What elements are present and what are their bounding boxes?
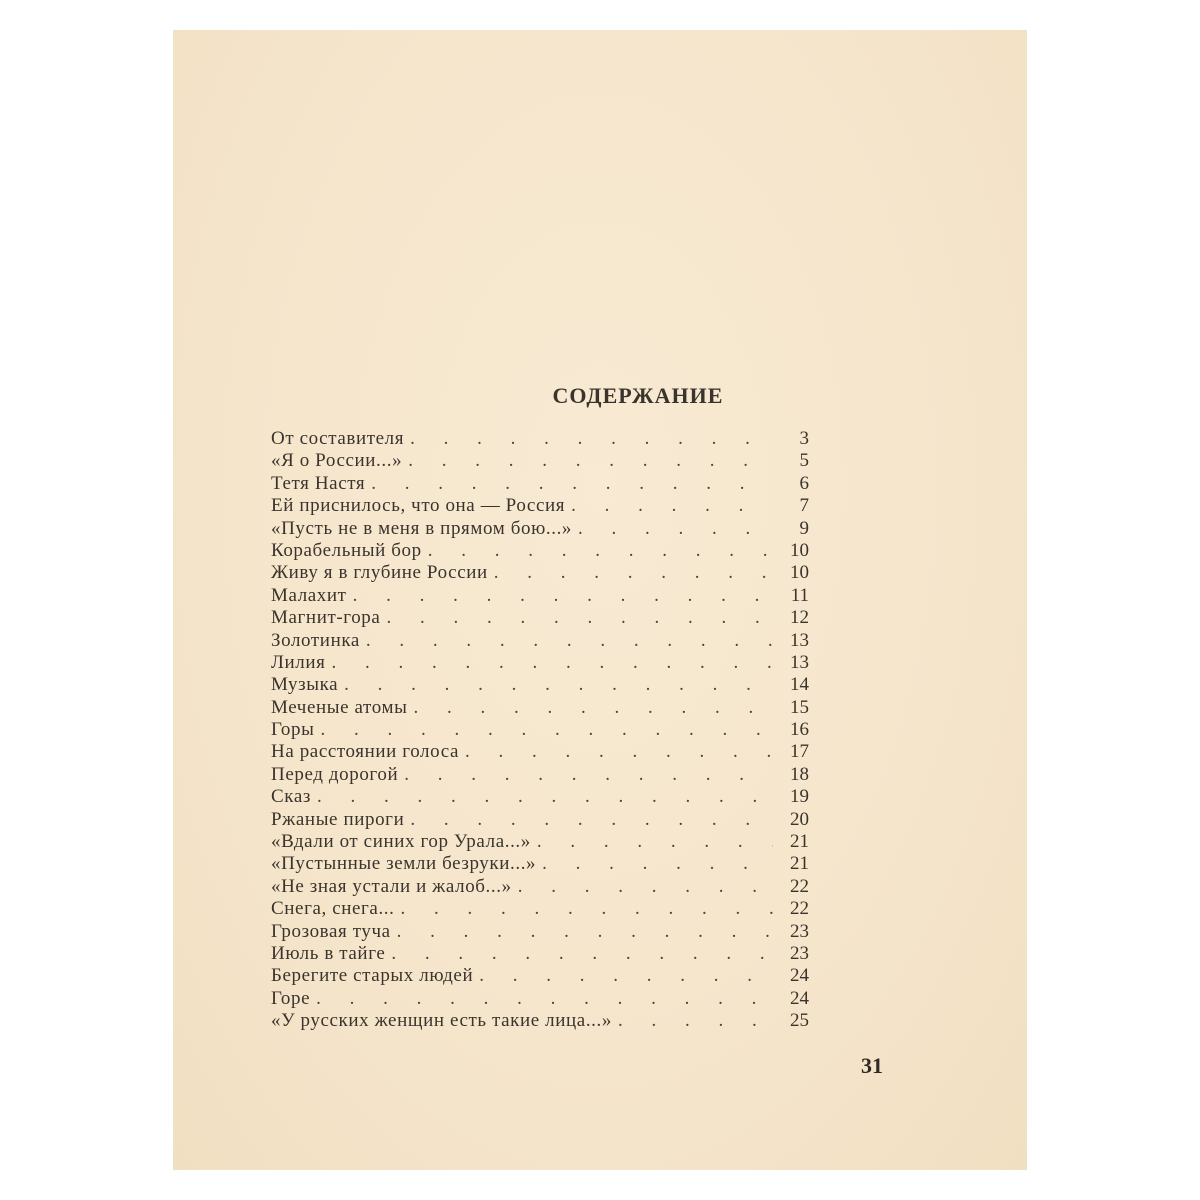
- toc-entry-page: 9: [799, 517, 809, 539]
- dot-leader: [320, 719, 773, 741]
- dot-leader: [410, 809, 773, 831]
- toc-entry-page: 21: [790, 853, 809, 875]
- dot-leader: [404, 764, 773, 786]
- toc-entry: [271, 674, 809, 696]
- toc-entry-page: 15: [790, 696, 809, 718]
- toc-heading-text: СОДЕРЖАНИЕ: [552, 383, 724, 408]
- toc-entry: [271, 921, 809, 943]
- toc-entry: [271, 1010, 809, 1032]
- toc-entry-page: 18: [790, 763, 809, 785]
- toc-entry: [271, 540, 809, 562]
- toc-entry: [271, 495, 809, 517]
- toc-heading: [173, 383, 1027, 409]
- toc-entry-page: 5: [799, 450, 809, 472]
- book-page: [173, 30, 1027, 1170]
- toc-entry: [271, 562, 809, 584]
- toc-entry-page: 20: [790, 808, 809, 830]
- toc-entry-title: Сказ: [271, 786, 311, 808]
- dot-leader: [578, 518, 773, 540]
- toc-entry: [271, 719, 809, 741]
- toc-entry-title: «У русских женщин есть такие лица...»: [271, 1010, 612, 1032]
- toc-entry: [271, 786, 809, 808]
- toc-entry-title: Ей приснилось, что она — Россия: [271, 495, 566, 517]
- toc-entry-title: «Пустынные земли безруки...»: [271, 853, 537, 875]
- toc-entry: [271, 898, 809, 920]
- toc-entry-page: 22: [790, 898, 809, 920]
- dot-leader: [366, 630, 773, 652]
- toc-entry-page: 23: [790, 942, 809, 964]
- toc-entry-page: 21: [790, 831, 809, 853]
- toc-entry-title: Перед дорогой: [271, 763, 399, 785]
- dot-leader: [371, 473, 773, 495]
- toc-entry: [271, 988, 809, 1010]
- toc-entry-page: 17: [790, 741, 809, 763]
- toc-entry-page: 24: [790, 987, 809, 1009]
- dot-leader: [316, 988, 773, 1010]
- toc-entry-title: Ржаные пироги: [271, 808, 405, 830]
- toc-entry: [271, 831, 809, 853]
- toc-entry: [271, 585, 809, 607]
- toc-entry: [271, 652, 809, 674]
- dot-leader: [391, 943, 773, 965]
- toc-entry-page: 12: [790, 607, 809, 629]
- toc-entry: [271, 450, 809, 472]
- toc-entry: [271, 764, 809, 786]
- dot-leader: [317, 786, 773, 808]
- toc-entry-title: Снега, снега...: [271, 898, 395, 920]
- toc-entry-title: От составителя: [271, 428, 405, 449]
- toc-entry-page: 10: [790, 562, 809, 584]
- dot-leader: [397, 921, 773, 943]
- toc-entry-title: Меченые атомы: [271, 696, 408, 718]
- page-number: 31: [861, 1053, 883, 1078]
- toc-entry-page: 10: [790, 539, 809, 561]
- toc-entry-page: 19: [790, 786, 809, 808]
- toc-entry-page: 25: [790, 1010, 809, 1032]
- toc-entry-page: 13: [790, 629, 809, 651]
- dot-leader: [408, 450, 773, 472]
- toc-entry-title: «Пусть не в меня в прямом бою...»: [271, 517, 573, 539]
- toc-entry-page: 24: [790, 965, 809, 987]
- dot-leader: [428, 540, 773, 562]
- toc-entry: [271, 965, 809, 987]
- toc-entry-title: Июль в тайге: [271, 942, 386, 964]
- toc-entry: [271, 809, 809, 831]
- toc-entry-title: «Я о России...»: [271, 450, 403, 472]
- toc-entry: [271, 853, 809, 875]
- dot-leader: [479, 965, 773, 987]
- toc-entry-title: Грозовая туча: [271, 920, 391, 942]
- toc-entry: [271, 607, 809, 629]
- toc-entry-title: Тетя Настя: [271, 472, 366, 494]
- toc-entry: [271, 876, 809, 898]
- dot-leader: [413, 697, 773, 719]
- toc-entry: [271, 428, 809, 450]
- toc-entry-title: Магнит-гора: [271, 607, 381, 629]
- dot-leader: [518, 876, 773, 898]
- dot-leader: [344, 674, 773, 696]
- toc-entry-page: 22: [790, 875, 809, 897]
- toc-entry-title: Лилия: [271, 651, 326, 673]
- toc-entry-title: «Не зная устали и жалоб...»: [271, 875, 512, 897]
- toc-entry: [271, 741, 809, 763]
- toc-entry: [271, 518, 809, 540]
- dot-leader: [494, 562, 773, 584]
- toc-entry-title: Берегите старых людей: [271, 965, 474, 987]
- dot-leader: [537, 831, 773, 853]
- toc-entry-page: 3: [799, 428, 809, 449]
- toc-entry: [271, 630, 809, 652]
- toc-entry-page: 11: [790, 584, 809, 606]
- toc-entry-title: Горы: [271, 719, 315, 741]
- toc-entry-title: Золотинка: [271, 629, 360, 651]
- toc-entry: [271, 943, 809, 965]
- dot-leader: [410, 428, 773, 450]
- toc-entry: [271, 697, 809, 719]
- toc-entry-title: «Вдали от синих гор Урала...»: [271, 831, 531, 853]
- toc-entry-title: Музыка: [271, 674, 339, 696]
- dot-leader: [618, 1010, 773, 1032]
- toc-entry-title: Корабельный бор: [271, 539, 422, 561]
- toc-entry-title: Малахит: [271, 584, 347, 606]
- toc-entry-title: Горе: [271, 987, 311, 1009]
- toc-entry-title: Живу я в глубине России: [271, 562, 488, 584]
- dot-leader: [571, 495, 773, 517]
- toc-entry: [271, 473, 809, 495]
- dot-leader: [331, 652, 773, 674]
- dot-leader: [542, 853, 773, 875]
- toc-entry-page: 23: [790, 920, 809, 942]
- toc-list: [271, 428, 809, 1033]
- dot-leader: [401, 898, 773, 920]
- toc-entry-page: 6: [799, 472, 809, 494]
- toc-entry-page: 13: [790, 651, 809, 673]
- dot-leader: [465, 741, 773, 763]
- toc-entry-page: 16: [790, 719, 809, 741]
- dot-leader: [353, 585, 773, 607]
- toc-entry-title: На расстоянии голоса: [271, 741, 460, 763]
- toc-entry-page: 7: [799, 495, 809, 517]
- dot-leader: [386, 607, 773, 629]
- toc-entry-page: 14: [790, 674, 809, 696]
